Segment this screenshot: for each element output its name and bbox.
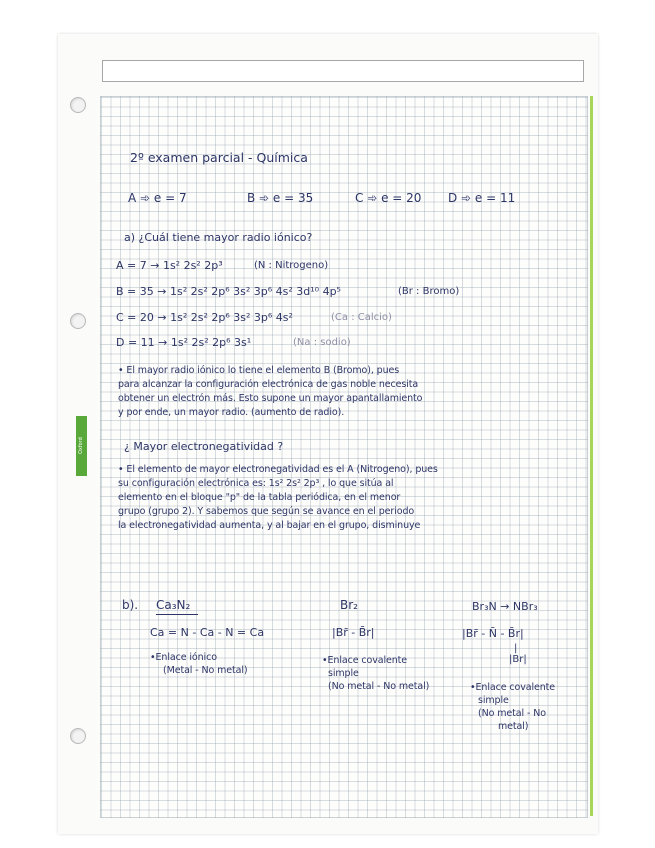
answer-b-line-1: • El elemento de mayor electronegatividad es el A (Nitrogeno), pues xyxy=(118,464,438,475)
page-title: 2º examen parcial - Química xyxy=(130,150,308,165)
compound-2-bond-line-3: (No metal - No metal) xyxy=(328,681,430,692)
config-b: B = 35 → 1s² 2s² 2p⁶ 3s² 3p⁶ 4s² 3d¹⁰ 4p⁵ xyxy=(116,285,341,298)
compound-1-formula: Ca₃N₂ xyxy=(156,598,191,612)
compound-2-bond-line-2: simple xyxy=(328,668,359,679)
question-a-heading: a) ¿Cuál tiene mayor radio iónico? xyxy=(124,231,313,244)
question-b-heading: ¿ Mayor electronegatividad ? xyxy=(124,440,284,453)
answer-b-line-4: grupo (grupo 2). Y sabemos que según se avance en el periodo xyxy=(118,506,415,517)
compound-3-substituent: |Br| xyxy=(509,654,527,665)
compound-2-bond-line-1: •Enlace covalente xyxy=(322,655,408,666)
element-b: B ➾ e = 35 xyxy=(247,191,314,205)
compound-1-bond-line-2: (Metal - No metal) xyxy=(163,665,248,676)
compound-1-bond-line-1: •Enlace iónico xyxy=(150,652,217,663)
compound-3-bond-line-1: •Enlace covalente xyxy=(470,682,556,693)
answer-a-line-2: para alcanzar la configuración electrónica de gas noble necesita xyxy=(118,379,419,390)
element-c: C ➾ e = 20 xyxy=(355,191,422,205)
config-c-name: (Ca : Calcio) xyxy=(331,312,392,323)
config-c: C = 20 → 1s² 2s² 2p⁶ 3s² 3p⁶ 4s² xyxy=(116,311,293,324)
answer-a-line-4: y por ende, un mayor radio. (aumento de radio). xyxy=(118,407,345,418)
compound-2-formula: Br₂ xyxy=(340,598,358,612)
compound-3-formula: Br₃N → NBr₃ xyxy=(472,600,538,613)
compound-2-structure: |Br̄ - B̄r| xyxy=(332,626,375,639)
compound-3-bond-line-2: simple xyxy=(478,695,509,706)
answer-b-line-2: su configuración electrónica es: 1s² 2s² 2p³ , lo que sitúa al xyxy=(118,478,394,489)
punch-hole-middle xyxy=(70,313,86,329)
answer-b-line-5: la electronegatividad aumenta, y al bajar en el grupo, disminuye xyxy=(118,520,421,531)
answer-a-line-1: • El mayor radio iónico lo tiene el elemento B (Bromo), pues xyxy=(118,365,400,376)
compound-3-bond-line-3: (No metal - No xyxy=(478,708,546,719)
header-box xyxy=(102,60,584,82)
element-a: A ➾ e = 7 xyxy=(128,191,187,205)
margin-line xyxy=(590,96,593,816)
config-b-name: (Br : Bromo) xyxy=(398,286,460,297)
compound-1-underline xyxy=(156,614,198,615)
punch-hole-bottom xyxy=(70,728,86,744)
config-a: A = 7 → 1s² 2s² 2p³ xyxy=(116,259,223,272)
answer-a-line-3: obtener un electrón más. Esto supone un mayor apantallamiento xyxy=(118,393,423,404)
compound-1-structure: Ca = N - Ca - N = Ca xyxy=(150,626,265,639)
config-a-name: (N : Nitrogeno) xyxy=(254,260,329,271)
answer-b-line-3: elemento en el bloque "p" de la tabla periódica, en el menor xyxy=(118,492,401,503)
compound-3-structure: |Br̄ - N̄ - B̄r| xyxy=(462,627,524,640)
compound-3-bond-stick: | xyxy=(514,643,518,654)
config-d: D = 11 → 1s² 2s² 2p⁶ 3s¹ xyxy=(116,336,252,349)
brand-label: Oxford xyxy=(76,416,87,476)
compound-3-bond-line-4: metal) xyxy=(498,721,529,732)
element-d: D ➾ e = 11 xyxy=(448,191,516,205)
punch-hole-top xyxy=(70,97,86,113)
part-b-label: b). xyxy=(122,598,139,612)
config-d-name: (Na : sodio) xyxy=(293,337,351,348)
